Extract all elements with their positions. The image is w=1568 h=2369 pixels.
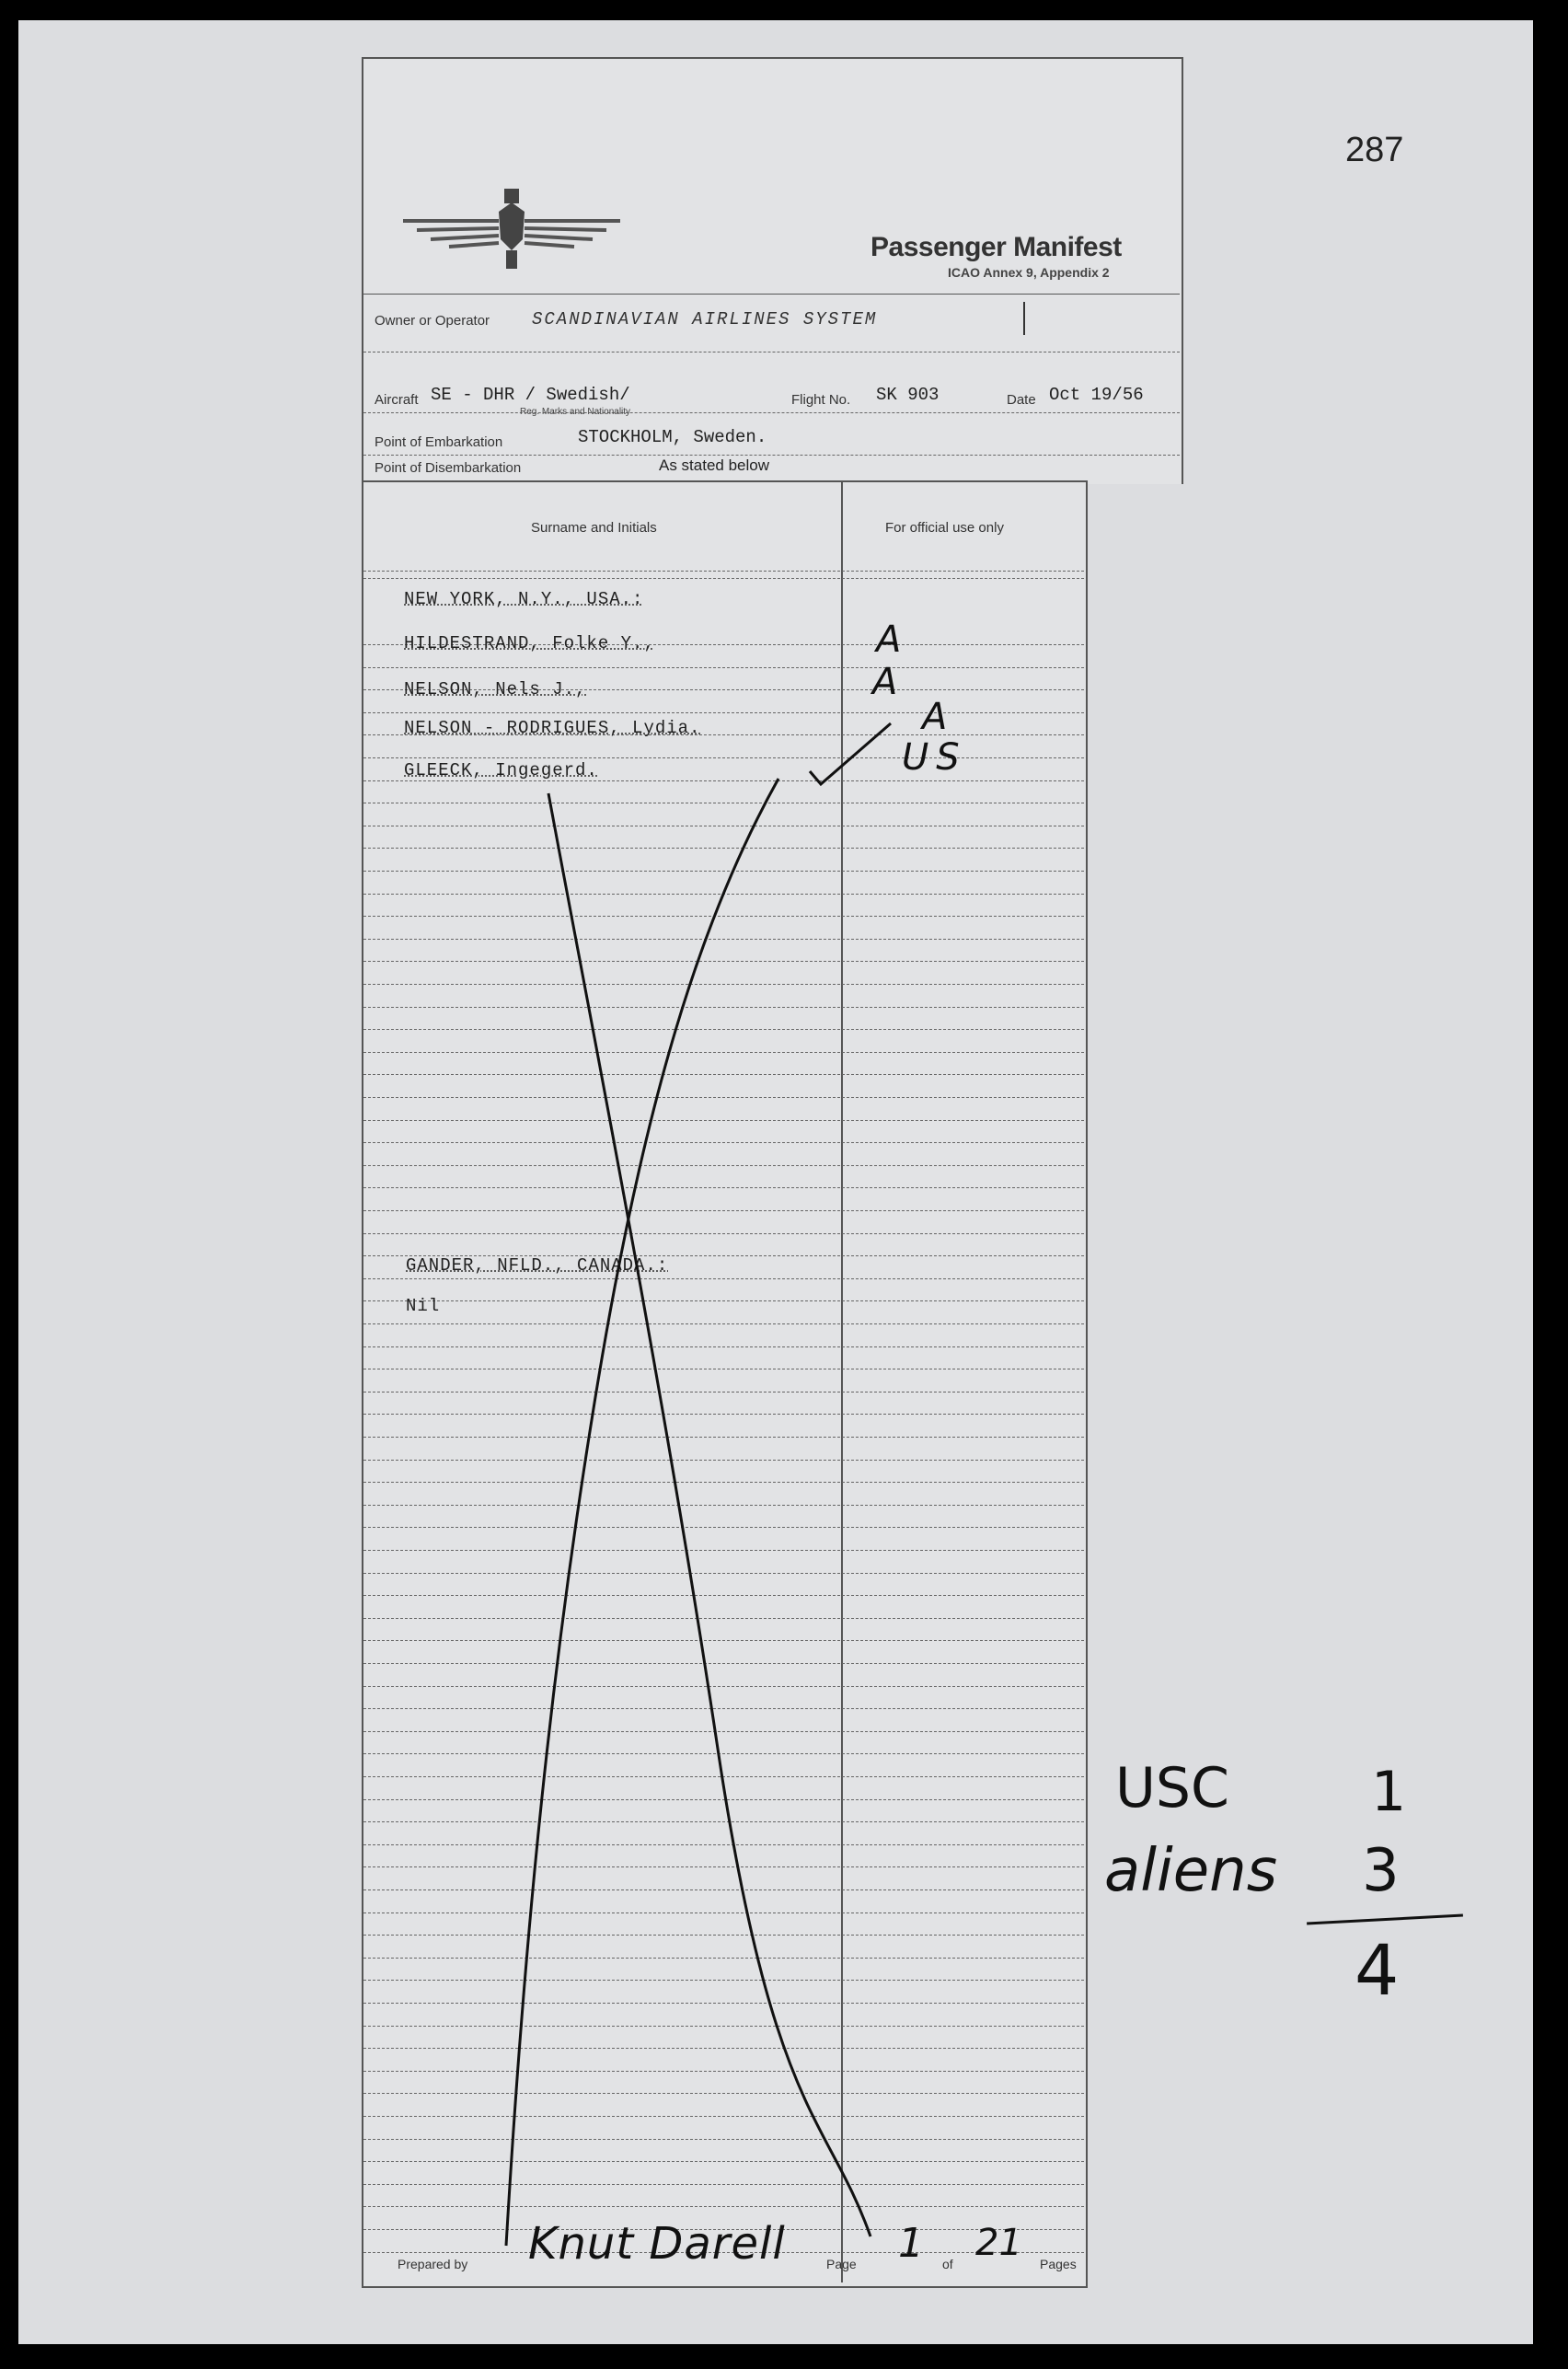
column-header-official: For official use only — [885, 520, 1004, 536]
pages-label: Pages — [1040, 2257, 1077, 2271]
owner-label: Owner or Operator — [375, 313, 490, 329]
passenger-row: HILDESTRAND, Folke Y., — [404, 633, 655, 653]
page-value: 1 — [898, 2220, 924, 2267]
disembarkation-label: Point of Disembarkation — [375, 460, 522, 476]
usc-label: USC — [1115, 1756, 1229, 1820]
date-value: Oct 19/56 — [1049, 385, 1144, 405]
aircraft-label: Aircraft — [375, 392, 419, 408]
destination-heading: NEW YORK, N.Y., USA.: — [404, 589, 644, 609]
of-value: 21 — [975, 2222, 1022, 2264]
official-mark: A — [872, 661, 898, 703]
flight-value: SK 903 — [876, 385, 940, 405]
aircraft-value: SE - DHR / Swedish/ — [431, 385, 630, 405]
passenger-row: NELSON, Nels J., — [404, 679, 587, 699]
manifest-title: Passenger Manifest — [870, 232, 1122, 262]
owner-value: SCANDINAVIAN AIRLINES SYSTEM — [532, 309, 878, 329]
gander-heading: GANDER, NFLD., CANADA.: — [406, 1255, 669, 1276]
official-mark: A — [922, 696, 948, 738]
preparer-signature: Knut Darell — [528, 2218, 786, 2270]
flight-label: Flight No. — [791, 392, 851, 408]
column-header-surname: Surname and Initials — [531, 520, 657, 536]
disembarkation-value: As stated below — [659, 456, 770, 474]
manifest-subtitle: ICAO Annex 9, Appendix 2 — [948, 265, 1110, 280]
official-mark: A — [876, 618, 902, 661]
passenger-row: GLEECK, Ingegerd. — [404, 760, 598, 780]
page-label: Page — [826, 2257, 857, 2271]
embarkation-value: STOCKHOLM, Sweden. — [578, 427, 767, 447]
tally-total: 4 — [1355, 1929, 1400, 2011]
aliens-count: 3 — [1362, 1837, 1400, 1905]
aliens-label: aliens — [1104, 1837, 1278, 1905]
of-label: of — [942, 2257, 953, 2271]
embarkation-label: Point of Embarkation — [375, 434, 503, 450]
page-number: 287 — [1345, 131, 1404, 169]
passenger-row: NELSON - RODRIGUES, Lydia. — [404, 718, 701, 738]
reg-caption: Reg. Marks and Nationality — [520, 407, 631, 417]
date-label: Date — [1007, 392, 1036, 408]
prepared-label: Prepared by — [398, 2257, 468, 2271]
official-mark: US — [902, 736, 967, 779]
usc-count: 1 — [1371, 1760, 1407, 1824]
gander-nil: Nil — [406, 1296, 441, 1316]
